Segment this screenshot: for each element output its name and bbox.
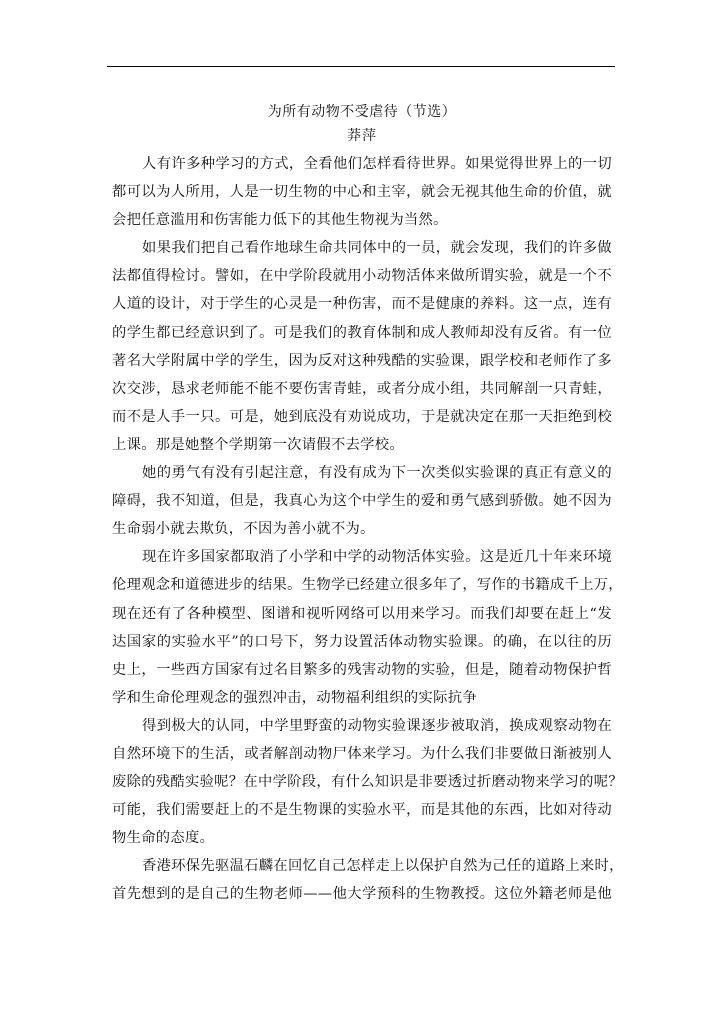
paragraph-line: 障碍，我不知道，但是，我真心为这个中学生的爱和勇气感到骄傲。她不因为 [112,493,612,510]
page-title: 为所有动物不受虐待（节选） [267,104,457,120]
paragraph [112,852,624,908]
paragraph-line: 人有许多种学习的方式，全看他们怎样看待世界。如果觉得世界上的一切 [142,156,612,172]
paragraph-line: 现在还有了各种模型、图谱和视听网络可以用来学习。而我们却要在赶上“发 [112,605,612,622]
paragraph-line: 都可以为人所用，人是一切生物的中心和主宰，就会无视其他生命的价值，就 [112,184,612,201]
paragraph-line: 的学生都已经意识到了。可是我们的教育体制和成人教师却没有反省。有一位 [112,324,612,341]
article-body [112,150,624,909]
paragraph-line: 人道的设计，对于学生的心灵是一种伤害，而不是健康的养料。这一点，连有 [112,296,612,313]
paragraph-line: 上课。那是她整个学期第一次请假不去学校。 [112,436,404,453]
paragraph [112,543,623,712]
paragraph-line: 史上，一些西方国家有过名目繁多的残害动物的实验，但是，随着动物保护哲 [112,661,612,678]
paragraph-line: 如果我们把自己看作地球生命共同体中的一员，就会发现，我们的许多做 [142,240,612,257]
paragraph-line: 著名大学附属中学的学生，因为反对这种残酷的实验课，跟学校和老师作了多 [112,352,612,369]
paragraph-line: 废除的残酷实验呢？在中学阶段，有什么知识是非要透过折磨动物来学习的呢？ [112,774,623,791]
paragraph-line: 可能，我们需要赶上的不是生物课的实验水平，而是其他的东西，比如对待动 [112,802,612,819]
paragraph-line: 物生命的态度。 [112,830,215,847]
paragraph-line: 生命弱小就去欺负，不因为善小就不为。 [112,521,375,538]
paragraph [112,712,623,852]
paragraph-line: 香港环保先驱温石麟在回忆自己怎样走上以保护自然为己任的道路上来时， [142,858,624,875]
paragraph-line: 得到极大的认同，中学里野蛮的动物实验课逐步被取消，换成观察动物在 [142,717,612,734]
paragraph-line: 次交涉，恳求老师能不能不要伤害青蛙，或者分成小组，共同解剖一只青蛙， [112,380,612,397]
paragraph-line: 伦理观念和道德进步的结果。生物学已经建立很多年了，写作的书籍成千上万， [112,577,623,594]
paragraph [112,459,612,543]
paragraph-line: 学和生命伦理观念的强烈冲击，动物福利组织的实际抗争 [112,689,477,706]
paragraph [112,150,612,234]
paragraph-line: 自然环境下的生活，或者解剖动物尸体来学习。为什么我们非要做日渐被别人 [112,745,612,762]
top-rule [107,66,615,67]
paragraph-line: 她的勇气有没有引起注意，有没有成为下一次类似实验课的真正有意义的 [142,465,612,482]
paragraph-line: 达国家的实验水平”的口号下，努力设置活体动物实验课。的确，在以往的历 [112,633,612,650]
paragraph [112,234,612,459]
author-name: 莽萍 [347,128,377,144]
paragraph-line: 法都值得检讨。譬如，在中学阶段就用小动物活体来做所谓实验，就是一个不 [112,268,612,285]
paragraph-line: 会把任意滥用和伤害能力低下的其他生物视为当然。 [112,212,448,229]
paragraph-line: 现在许多国家都取消了小学和中学的动物活体实验。这是近几十年来环境 [142,549,612,566]
paragraph-line: 而不是人手一只。可是，她到底没有劝说成功，于是就决定在那一天拒绝到校 [112,408,612,425]
paragraph-line: 首先想到的是自己的生物老师——他大学预科的生物教授。这位外籍老师是他 [112,886,612,903]
